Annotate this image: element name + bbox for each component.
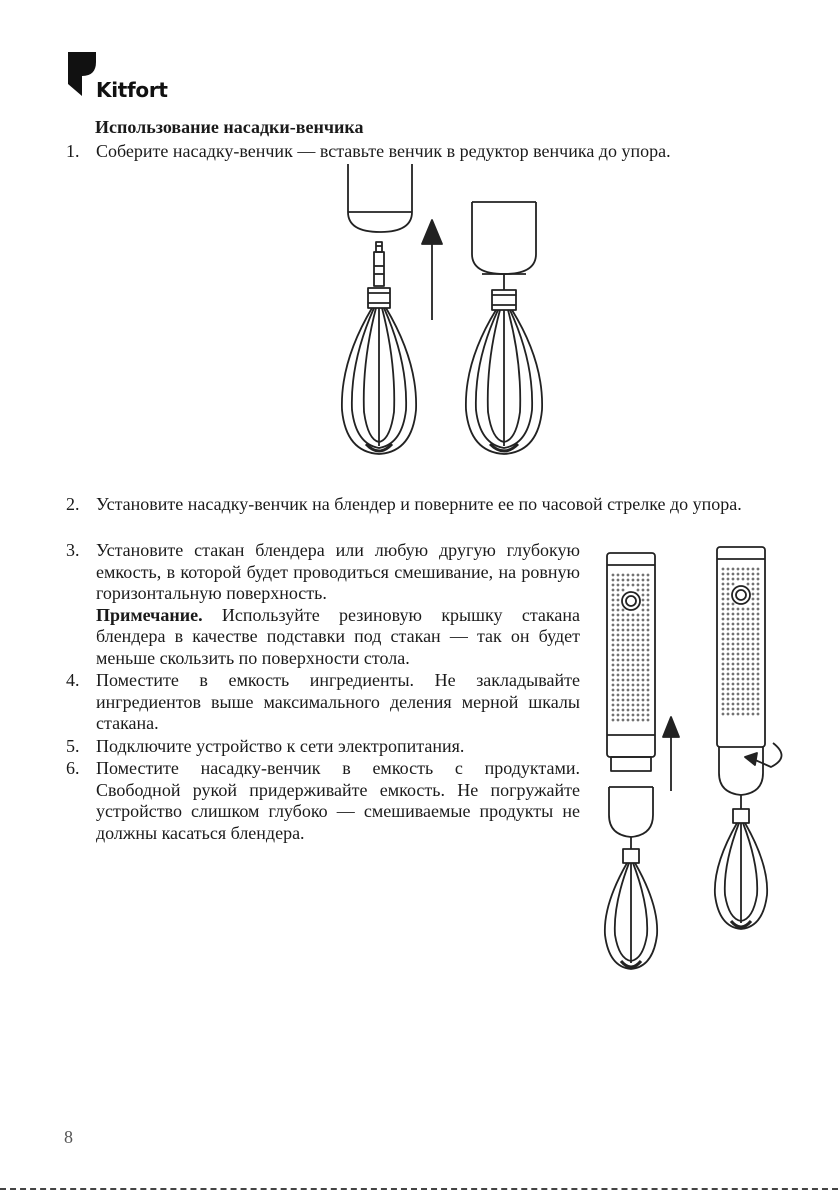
brand-name: Kitfort: [96, 78, 168, 102]
step-text: Подключите устройство к сети электропитания.: [96, 736, 465, 756]
step-1: [66, 141, 786, 163]
step-number: 1.: [66, 141, 80, 161]
step-number: 6.: [66, 758, 80, 778]
page-edge-line: [0, 1188, 838, 1190]
step-number: 3.: [66, 540, 80, 560]
note-text: Используйте резиновую крышку стакана блендера в качестве подставки под стакан — так он будет меньше скользить по поверхности стола.: [96, 604, 580, 668]
step-number: 5.: [66, 736, 80, 756]
step-text: Установите насадку-венчик на блендер и поверните ее по часовой стрелке до упора.: [96, 494, 742, 514]
section-heading: Использование насадки-венчика: [95, 117, 364, 137]
step-4: [66, 670, 586, 736]
step-6: [66, 758, 586, 848]
kitfort-logo-icon: [66, 50, 98, 98]
brand-logo: [66, 50, 176, 100]
step-text: Поместите насадку-венчик в емкость с продуктами. Свободной рукой придерживайте емкость. Не погружайте устройство слишком глубоко — смешиваемые продукты не должны касаться блендера.: [96, 758, 580, 843]
page-number: 8: [64, 1127, 73, 1147]
note-label: Примечание.: [96, 604, 203, 625]
step-text: Поместите в емкость ингредиенты. Не закладывайте ингредиентов выше максимального деления мерной шкалы стакана.: [96, 670, 580, 733]
whisk-assembly-illustration: [318, 162, 578, 462]
step-5: [66, 736, 586, 758]
step-text: Установите стакан блендера или любую другую глубокую емкость, в которой будет проводиться смешивание, на ровную горизонтальную поверхность.: [96, 540, 580, 603]
step-2: [66, 494, 786, 538]
step-number: 2.: [66, 494, 80, 514]
step-number: 4.: [66, 670, 80, 690]
step-3: [66, 540, 586, 670]
step-text: Соберите насадку-венчик — вставьте венчик в редуктор венчика до упора.: [96, 141, 671, 161]
blender-whisk-attach-illustration: [595, 545, 795, 975]
